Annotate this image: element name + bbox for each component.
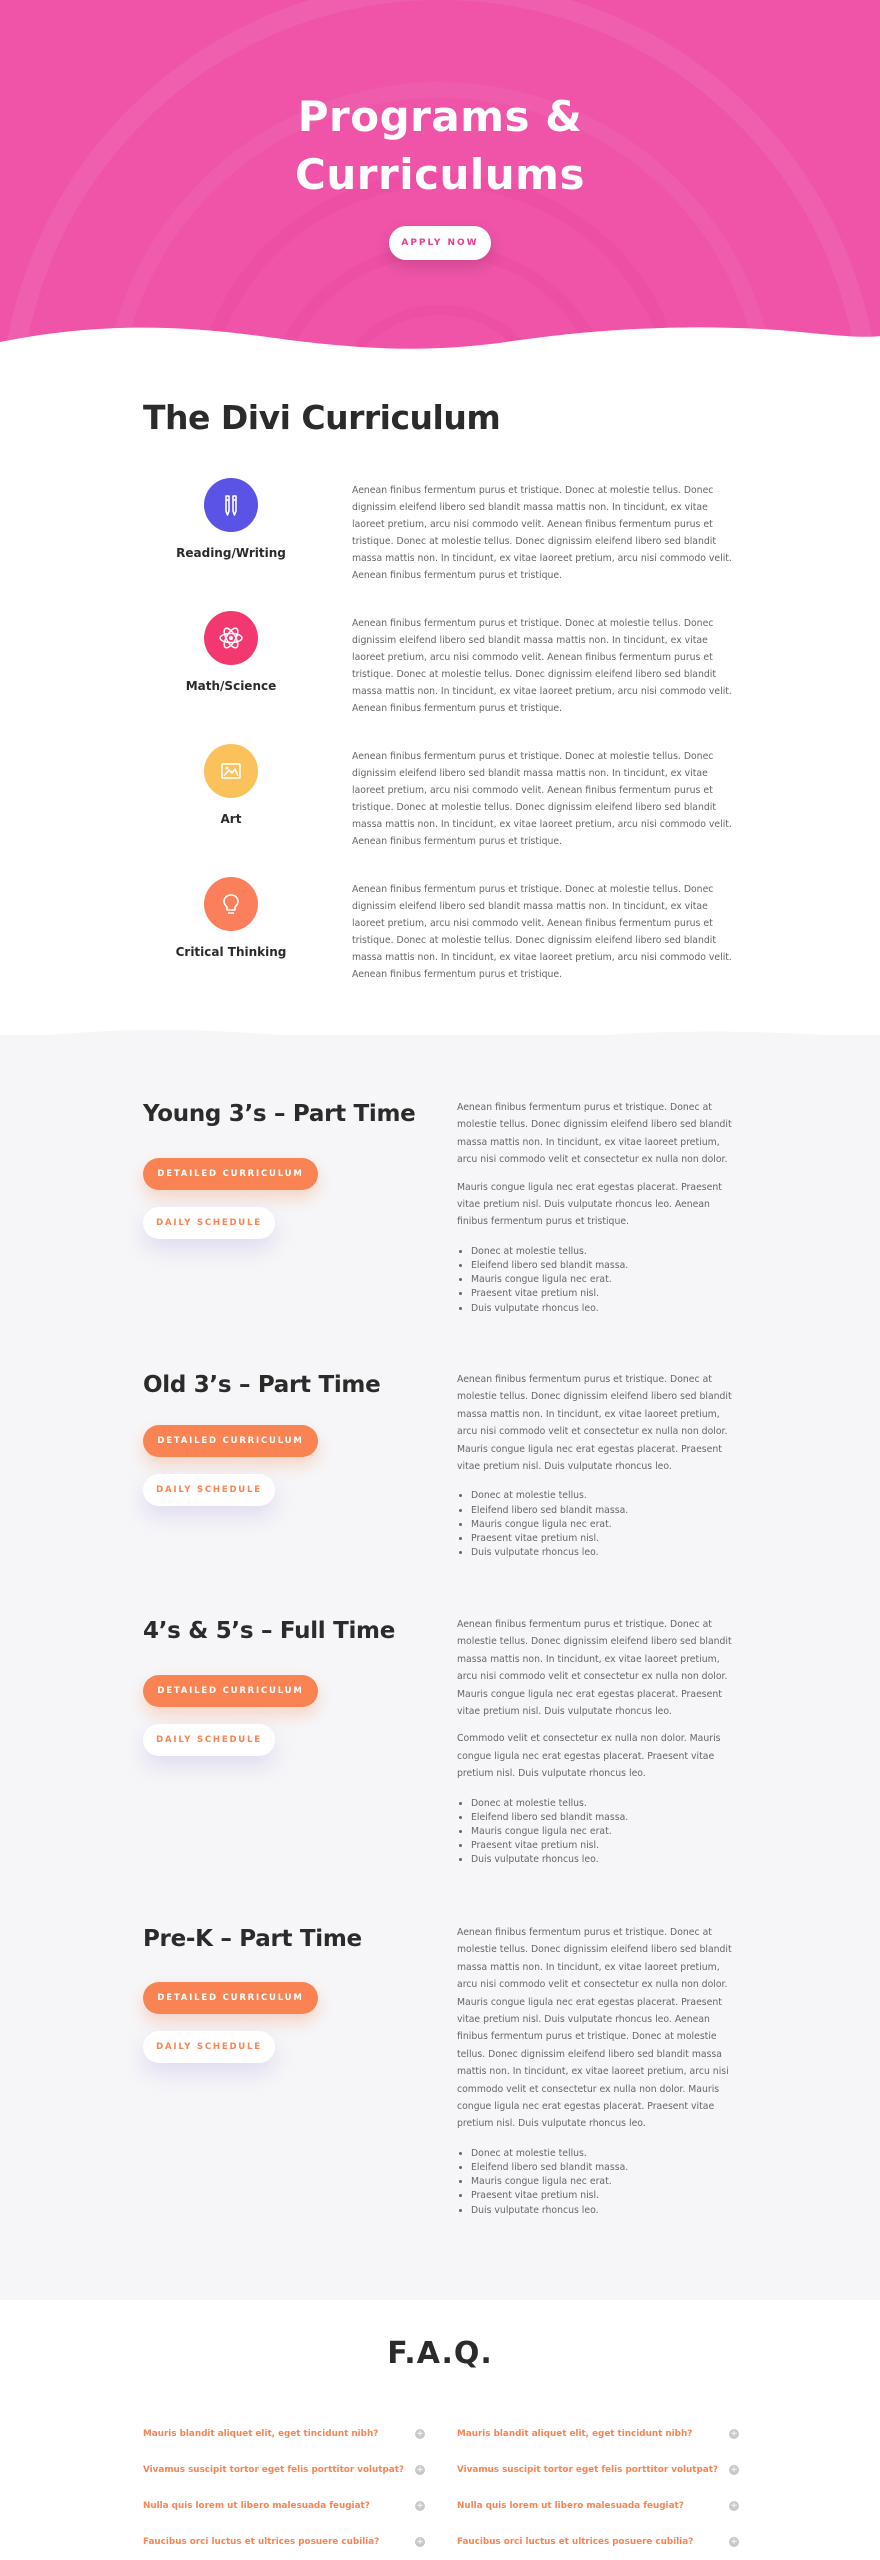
program-title: Young 3’s – Part Time: [143, 1101, 416, 1127]
faq-question[interactable]: Mauris blandit aliquet elit, eget tincidunt nibh?: [143, 2429, 379, 2439]
list-item: • Donec at molestie tellus.: [471, 1489, 739, 1503]
detailed-curriculum-button[interactable]: DETAILED CURRICULUM: [143, 1982, 318, 2014]
faq-question[interactable]: Nulla quis lorem ut libero malesuada feugiat?: [457, 2501, 684, 2511]
program-bullets: [457, 1797, 739, 1868]
program-paragraph: Aenean finibus fermentum purus et tristique. Donec at molestie tellus. Donec dignissim eleifend libero sed blandit massa mattis non. In tincidunt, ex vitae laoreet pretium, arcu nisi commodo velit et consectetur ex nulla non dolor. Mauris congue ligula nec erat egestas placerat. Praesent vitae pretium nisl. Duis vulputate rhoncus leo.: [457, 1374, 732, 1473]
list-item: • Duis vulputate rhoncus leo.: [471, 1546, 739, 1560]
apply-now-button[interactable]: APPLY NOW: [389, 226, 491, 260]
program-paragraph: Mauris congue ligula nec erat egestas placerat. Praesent vitae pretium nisl. Duis vulputate rhoncus leo. Aenean finibus fermentum purus et tristique.: [457, 1181, 722, 1228]
list-item: • Donec at molestie tellus.: [471, 1797, 739, 1811]
lightbulb-icon: [204, 877, 258, 931]
list-item: • Praesent vitae pretium nisl.: [471, 1839, 739, 1853]
programs-wave-top: [0, 1025, 880, 1055]
hero-title-line-1: Programs &: [297, 92, 583, 141]
program-bullets: [457, 1245, 739, 1316]
faq-title: F.A.Q.: [387, 2336, 493, 2371]
faq-toggle[interactable]: [143, 2532, 425, 2552]
program-title: 4’s & 5’s – Full Time: [143, 1618, 396, 1644]
atom-icon: [204, 611, 258, 665]
faq-toggle[interactable]: [457, 2496, 739, 2516]
program-description: [457, 1616, 739, 1868]
list-item: • Donec at molestie tellus.: [471, 1245, 739, 1259]
hero-title: [0, 88, 880, 204]
faq-toggle[interactable]: [457, 2460, 739, 2480]
detailed-curriculum-button[interactable]: DETAILED CURRICULUM: [143, 1158, 318, 1190]
list-item: • Mauris congue ligula nec erat.: [471, 2175, 739, 2189]
list-item: • Praesent vitae pretium nisl.: [471, 1287, 739, 1301]
hero-section: [0, 0, 880, 360]
daily-schedule-button[interactable]: DAILY SCHEDULE: [143, 1474, 275, 1506]
faq-question[interactable]: Nulla quis lorem ut libero malesuada feugiat?: [143, 2501, 370, 2511]
detailed-curriculum-button[interactable]: DETAILED CURRICULUM: [143, 1675, 318, 1707]
program-paragraph: Aenean finibus fermentum purus et tristique. Donec at molestie tellus. Donec dignissim eleifend libero sed blandit massa mattis non. In tincidunt, ex vitae laoreet pretium, arcu nisi commodo velit et consectetur ex nulla non dolor.: [457, 1102, 732, 1166]
faq-question[interactable]: Faucibus orci luctus et ultrices posuere cubilia?: [457, 2537, 694, 2547]
subject-name: Math/Science: [185, 679, 277, 693]
program-paragraph: Commodo velit et consectetur ex nulla non dolor. Mauris congue ligula nec erat egestas placerat. Praesent vitae pretium nisl. Duis vulputate rhoncus leo.: [457, 1733, 721, 1780]
faq-toggle[interactable]: [457, 2532, 739, 2552]
subject-description: Aenean finibus fermentum purus et tristique. Donec at molestie tellus. Donec dignissim eleifend libero sed blandit massa mattis non. In tincidunt, ex vitae laoreet pretium, arcu nisi commodo velit. Aenean finibus fermentum purus et tristique. Donec at molestie tellus. Donec dignissim eleifend libero sed blandit massa mattis non. In tincidunt, ex vitae laoreet pretium, arcu nisi commodo velit. Aenean finibus fermentum purus et tristique.: [352, 485, 732, 581]
program-bullets: [457, 1489, 739, 1560]
plus-icon[interactable]: +: [416, 2465, 424, 2475]
faq-toggle[interactable]: [143, 2424, 425, 2444]
program-paragraph: Aenean finibus fermentum purus et tristique. Donec at molestie tellus. Donec dignissim eleifend libero sed blandit massa mattis non. In tincidunt, ex vitae laoreet pretium, arcu nisi commodo velit et consectetur ex nulla non dolor. Mauris congue ligula nec erat egestas placerat. Praesent vitae pretium nisl. Duis vulputate rhoncus leo.: [457, 1619, 732, 1718]
list-item: • Mauris congue ligula nec erat.: [471, 1518, 739, 1532]
subject-description: Aenean finibus fermentum purus et tristique. Donec at molestie tellus. Donec dignissim eleifend libero sed blandit massa mattis non. In tincidunt, ex vitae laoreet pretium, arcu nisi commodo velit. Aenean finibus fermentum purus et tristique. Donec at molestie tellus. Donec dignissim eleifend libero sed blandit massa mattis non. In tincidunt, ex vitae laoreet pretium, arcu nisi commodo velit. Aenean finibus fermentum purus et tristique.: [352, 618, 732, 714]
subject-reading-writing: [143, 478, 319, 560]
list-item: • Mauris congue ligula nec erat.: [471, 1825, 739, 1839]
daily-schedule-button[interactable]: DAILY SCHEDULE: [143, 2031, 275, 2063]
list-item: • Duis vulputate rhoncus leo.: [471, 2204, 739, 2218]
list-item: • Eleifend libero sed blandit massa.: [471, 1259, 739, 1273]
list-item: • Eleifend libero sed blandit massa.: [471, 1811, 739, 1825]
image-icon: [204, 744, 258, 798]
programs-wave-bottom: [0, 2265, 880, 2305]
list-item: • Duis vulputate rhoncus leo.: [471, 1853, 739, 1867]
list-item: • Duis vulputate rhoncus leo.: [471, 1302, 739, 1316]
pencil-pen-icon: [204, 478, 258, 532]
hero-title-line-2: Curriculums: [295, 150, 585, 199]
subject-description: Aenean finibus fermentum purus et tristique. Donec at molestie tellus. Donec dignissim eleifend libero sed blandit massa mattis non. In tincidunt, ex vitae laoreet pretium, arcu nisi commodo velit. Aenean finibus fermentum purus et tristique. Donec at molestie tellus. Donec dignissim eleifend libero sed blandit massa mattis non. In tincidunt, ex vitae laoreet pretium, arcu nisi commodo velit. Aenean finibus fermentum purus et tristique.: [352, 884, 732, 980]
plus-icon[interactable]: +: [730, 2429, 738, 2439]
list-item: • Mauris congue ligula nec erat.: [471, 1273, 739, 1287]
list-item: • Eleifend libero sed blandit massa.: [471, 1504, 739, 1518]
faq-question[interactable]: Mauris blandit aliquet elit, eget tincidunt nibh?: [457, 2429, 693, 2439]
subject-math-science: [143, 611, 319, 693]
plus-icon[interactable]: +: [730, 2537, 738, 2547]
list-item: • Donec at molestie tellus.: [471, 2147, 739, 2161]
curriculum-title: The Divi Curriculum: [143, 398, 501, 437]
subject-name: Reading/Writing: [176, 546, 286, 560]
faq-question[interactable]: Faucibus orci luctus et ultrices posuere cubilia?: [143, 2537, 380, 2547]
subject-name: Critical Thinking: [175, 945, 287, 959]
program-description: [457, 1371, 739, 1560]
subject-critical-thinking: [143, 877, 319, 959]
program-description: [457, 1924, 739, 2218]
program-title: Old 3’s – Part Time: [143, 1372, 381, 1398]
daily-schedule-button[interactable]: DAILY SCHEDULE: [143, 1207, 275, 1239]
faq-question[interactable]: Vivamus suscipit tortor eget felis porttitor volutpat?: [457, 2465, 719, 2475]
subject-name: Art: [220, 812, 242, 826]
plus-icon[interactable]: +: [730, 2501, 738, 2511]
faq-toggle[interactable]: [457, 2424, 739, 2444]
plus-icon[interactable]: +: [416, 2501, 424, 2511]
faq-question[interactable]: Vivamus suscipit tortor eget felis porttitor volutpat?: [143, 2465, 405, 2475]
plus-icon[interactable]: +: [730, 2465, 738, 2475]
program-bullets: [457, 2147, 739, 2218]
programs-section: [0, 1035, 880, 2300]
subject-description: Aenean finibus fermentum purus et tristique. Donec at molestie tellus. Donec dignissim eleifend libero sed blandit massa mattis non. In tincidunt, ex vitae laoreet pretium, arcu nisi commodo velit. Aenean finibus fermentum purus et tristique. Donec at molestie tellus. Donec dignissim eleifend libero sed blandit massa mattis non. In tincidunt, ex vitae laoreet pretium, arcu nisi commodo velit. Aenean finibus fermentum purus et tristique.: [352, 751, 732, 847]
list-item: • Praesent vitae pretium nisl.: [471, 2189, 739, 2203]
list-item: • Praesent vitae pretium nisl.: [471, 1532, 739, 1546]
detailed-curriculum-button[interactable]: DETAILED CURRICULUM: [143, 1425, 318, 1457]
faq-toggle[interactable]: [143, 2460, 425, 2480]
faq-toggle[interactable]: [143, 2496, 425, 2516]
list-item: • Eleifend libero sed blandit massa.: [471, 2161, 739, 2175]
program-paragraph: Aenean finibus fermentum purus et tristique. Donec at molestie tellus. Donec dignissim eleifend libero sed blandit massa mattis non. In tincidunt, ex vitae laoreet pretium, arcu nisi commodo velit et consectetur ex nulla non dolor. Mauris congue ligula nec erat egestas placerat. Praesent vitae pretium nisl. Duis vulputate rhoncus leo. Aenean finibus fermentum purus et tristique. Donec at molestie tellus. Donec dignissim eleifend libero sed blandit massa mattis non. In tincidunt, ex vitae laoreet pretium, arcu nisi commodo velit et consectetur ex nulla non dolor. Mauris congue ligula nec erat egestas placerat. Praesent vitae pretium nisl. Duis vulputate rhoncus leo.: [457, 1927, 732, 2130]
plus-icon[interactable]: +: [416, 2537, 424, 2547]
program-description: [457, 1099, 739, 1316]
subject-art: [143, 744, 319, 826]
program-title: Pre-K – Part Time: [143, 1926, 362, 1952]
plus-icon[interactable]: +: [416, 2429, 424, 2439]
daily-schedule-button[interactable]: DAILY SCHEDULE: [143, 1724, 275, 1756]
hero-wave-divider: [0, 320, 880, 360]
